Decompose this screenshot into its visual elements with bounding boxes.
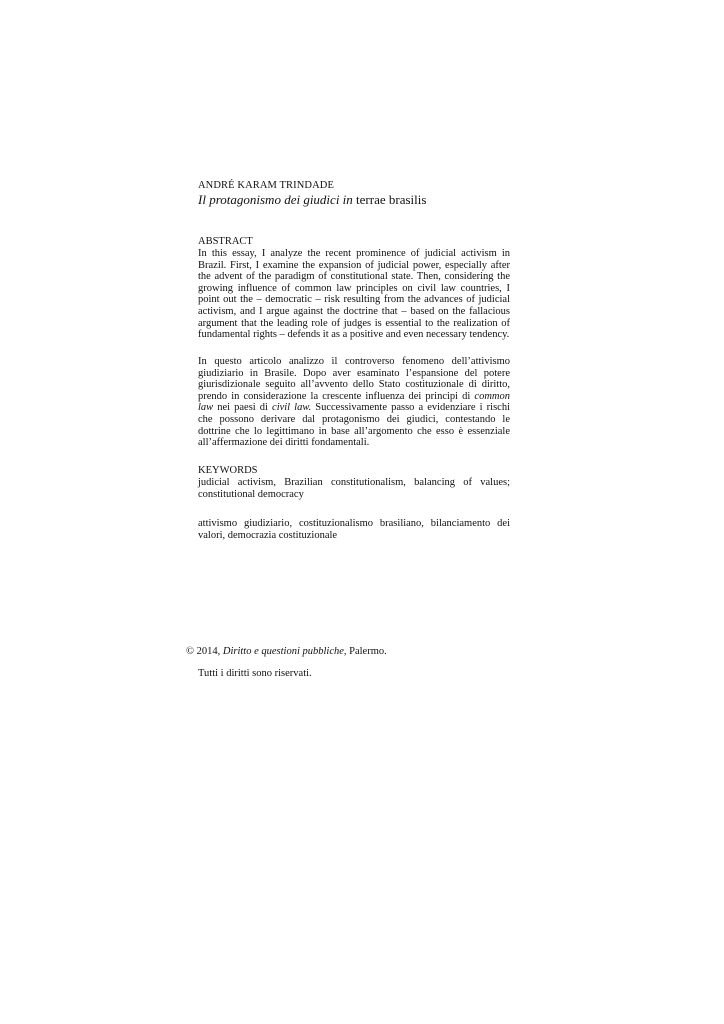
abstract-italian-part1: In questo articolo analizzo il controverso fenomeno dell’attivismo giudiziario in Brasile. Dopo aver esaminato l’espansione del potere giurisdizionale seguito all’avvento dello Stato costituzionale di diritto, prendo in considerazione la crescente influenza dei principi di — [198, 356, 510, 402]
copyright-suffix: , Palermo. — [343, 646, 387, 657]
author-name: ANDRÉ KARAM TRINDADE — [198, 180, 334, 191]
abstract-italian-part3: Successivamente passo a evidenziare i rischi che possono derivare dal protagonismo dei giudici, contestando le dottrine che lo legittimano in base all’argomento che esso è essenziale all’affermazione dei diritti fondamentali. — [198, 402, 510, 449]
copyright-line — [186, 645, 387, 658]
abstract-heading: ABSTRACT — [198, 236, 253, 247]
rights-reserved: Tutti i diritti sono riservati. — [198, 668, 312, 679]
keywords-english: judicial activism, Brazilian constitutionalism, balancing of values; constitutional democracy — [198, 477, 510, 500]
abstract-italian-term-civil-law: civil law. — [272, 402, 312, 414]
abstract-italian-term-common-law: common law — [198, 390, 510, 414]
article-title — [198, 192, 510, 208]
article-title-italic: Il protagonismo dei giudici in — [198, 192, 353, 207]
keywords-heading: KEYWORDS — [198, 465, 258, 476]
article-title-roman: terrae brasilis — [352, 192, 427, 207]
copyright-prefix: © 2014, — [186, 646, 223, 657]
abstract-italian — [198, 356, 510, 449]
copyright-journal: Diritto e questioni pubbliche — [222, 646, 344, 657]
abstract-italian-part2: nei paesi di — [213, 402, 273, 414]
keywords-italian: attivismo giudiziario, costituzionalismo brasiliano, bilanciamento dei valori, democrazia costituzionale — [198, 518, 510, 541]
abstract-english: In this essay, I analyze the recent prominence of judicial activism in Brazil. First, I examine the expansion of judicial power, especially after the advent of the paradigm of constitutional state. Then, considering the growing influence of common law principles on civil law countries, I point out the – democratic – risk resulting from the advances of judicial activism, and I argue against the doctrine that – based on the fallacious argument that the leading role of judges is essential to the realization of fundamental rights – defends it as a positive and even necessary tendency. — [198, 248, 510, 341]
